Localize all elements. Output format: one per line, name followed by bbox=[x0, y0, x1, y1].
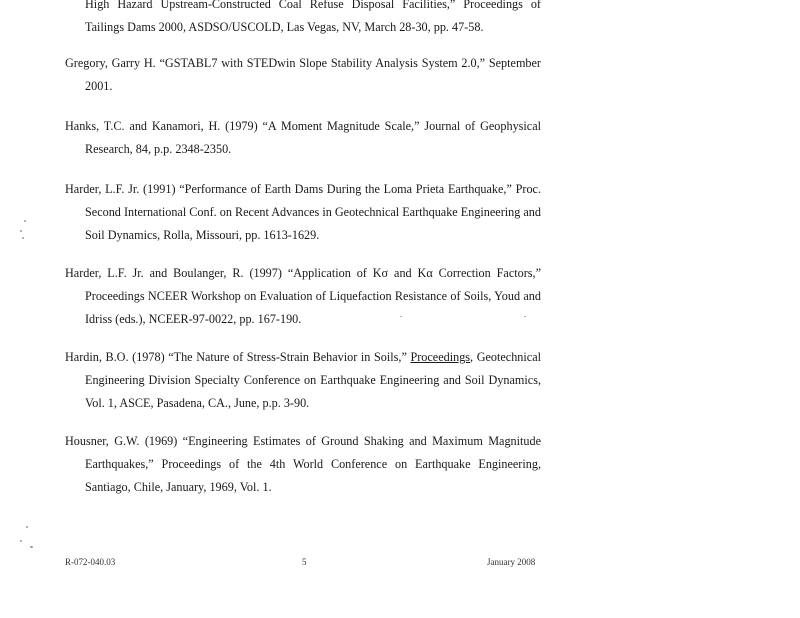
reference-text: , Geotechnical bbox=[470, 350, 541, 364]
reference-line: 2001. bbox=[85, 79, 113, 93]
reference-text: Hardin, B.O. (1978) “The Nature of Stress-Strain Behavior in Soils,” bbox=[65, 350, 411, 364]
reference-line: Hanks, T.C. and Kanamori, H. (1979) “A Moment Magnitude Scale,” Journal of Geophysical bbox=[65, 119, 541, 133]
reference-entry bbox=[65, 262, 541, 331]
reference-line: Research, 84, p.p. 2348-2350. bbox=[85, 142, 232, 156]
scan-speck bbox=[26, 526, 28, 528]
reference-entry bbox=[65, 346, 541, 415]
reference-line: Vol. 1, ASCE, Pasadena, CA., June, p.p. 3-90. bbox=[85, 396, 310, 410]
reference-line: Engineering Division Specialty Conference on Earthquake Engineering and Soil Dynamics, bbox=[85, 373, 541, 387]
reference-entry bbox=[65, 52, 541, 98]
reference-line: Earthquakes,” Proceedings of the 4th World Conference on Earthquake Engineering, bbox=[85, 457, 541, 471]
reference-entry bbox=[65, 115, 541, 161]
reference-line: Santiago, Chile, January, 1969, Vol. 1. bbox=[85, 480, 272, 494]
reference-line: Second International Conf. on Recent Advances in Geotechnical Earthquake Engineering and bbox=[85, 205, 541, 219]
reference-entry bbox=[65, 178, 541, 247]
reference-line: Idriss (eds.), NCEER-97-0022, pp. 167-190. bbox=[85, 312, 302, 326]
reference-line: Harder, L.F. Jr. (1991) “Performance of Earth Dams During the Loma Prieta Earthquake,” Proc. bbox=[65, 182, 541, 196]
footer-page-number: 5 bbox=[302, 557, 307, 567]
scan-speck bbox=[20, 540, 22, 542]
scan-speck bbox=[20, 230, 22, 232]
reference-line-first bbox=[65, 346, 541, 369]
reference-entry bbox=[65, 430, 541, 499]
reference-line: Housner, G.W. (1969) “Engineering Estimates of Ground Shaking and Maximum Magnitude bbox=[65, 434, 541, 448]
proceedings-underlined: Proceedings bbox=[410, 350, 471, 364]
reference-entry bbox=[65, 0, 541, 39]
scan-speck bbox=[400, 316, 402, 317]
reference-line: Proceedings NCEER Workshop on Evaluation of Liquefaction Resistance of Soils, Youd and bbox=[85, 289, 541, 303]
reference-line: Gregory, Garry H. “GSTABL7 with STEDwin Slope Stability Analysis System 2.0,” September bbox=[65, 56, 541, 70]
scan-speck bbox=[524, 316, 526, 317]
reference-line: Tailings Dams 2000, ASDSO/USCOLD, Las Vegas, NV, March 28-30, pp. 47-58. bbox=[85, 20, 484, 34]
reference-line: Soil Dynamics, Rolla, Missouri, pp. 1613-1629. bbox=[85, 228, 320, 242]
footer-date: January 2008 bbox=[487, 557, 536, 567]
footer-document-id: R-072-040.03 bbox=[65, 557, 116, 567]
scan-speck bbox=[24, 220, 26, 222]
reference-line: High Hazard Upstream-Constructed Coal Refuse Disposal Facilities,” Proceedings of bbox=[85, 0, 541, 11]
scan-speck bbox=[22, 237, 24, 239]
reference-line: Harder, L.F. Jr. and Boulanger, R. (1997) “Application of Kσ and Kα Correction Factors,” bbox=[65, 266, 541, 280]
scan-speck bbox=[30, 546, 33, 548]
